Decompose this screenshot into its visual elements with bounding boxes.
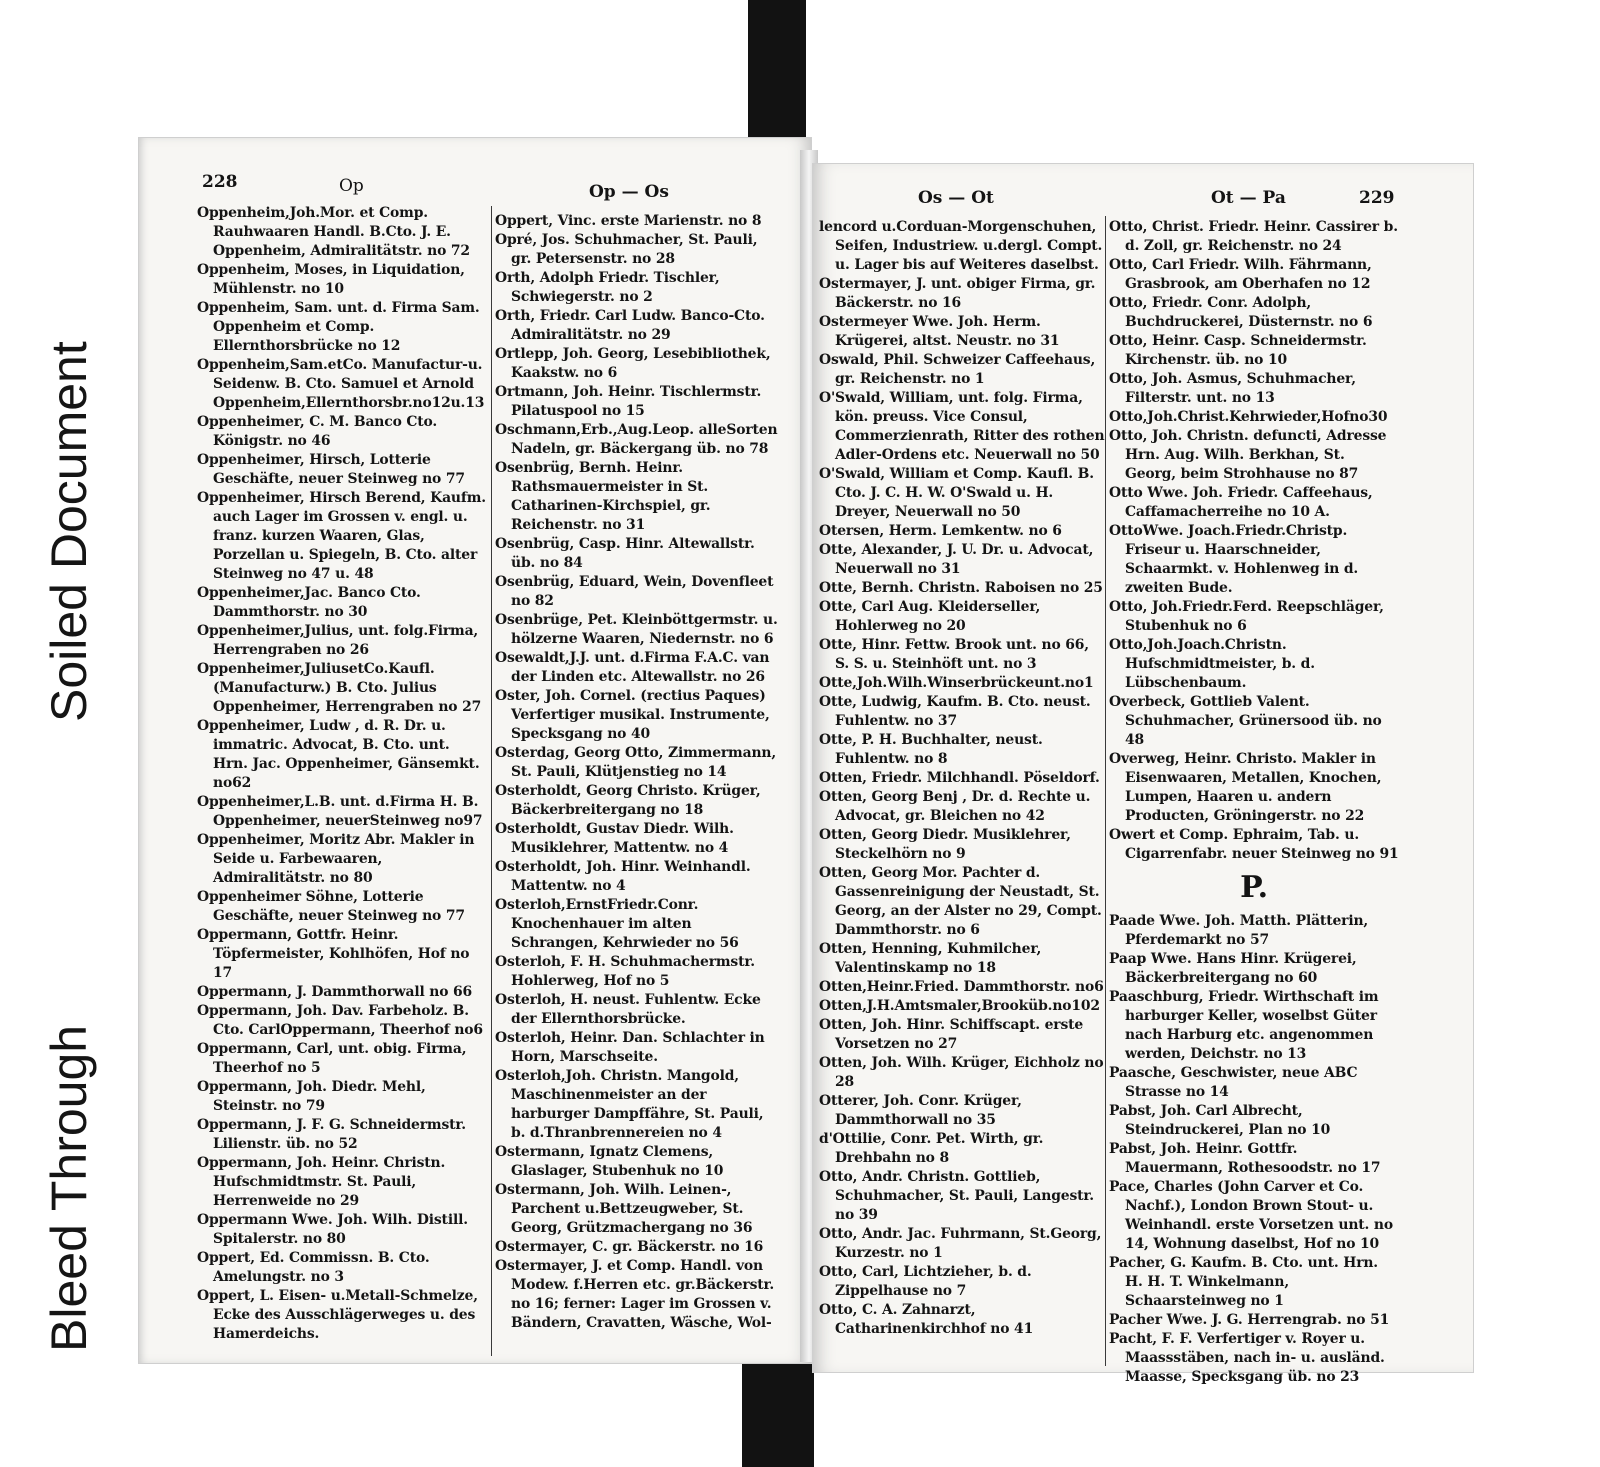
directory-entry: Osterloh,Joh. Christn. Mangold, Maschinenmeister an der harburger Dampffähre, St. Pauli, b. d.Thranbrennereien no 4 [495, 1068, 764, 1141]
directory-entry: OttoWwe. Joach.Friedr.Christp. Friseur u. Haarschneider, Schaarmkt. v. Hohlenweg in d. zweiten Bude. [1109, 523, 1359, 596]
directory-entry: Ortlepp, Joh. Georg, Lesebibliothek, Kaakstw. no 6 [495, 346, 771, 381]
directory-entry: Otto, Heinr. Casp. Schneidermstr. Kirchenstr. üb. no 10 [1109, 333, 1367, 368]
directory-entry: Otten, Georg Diedr. Musiklehrer, Steckelhörn no 9 [819, 827, 1071, 862]
directory-entry: Otten,Heinr.Fried. Dammthorstr. no6 [819, 979, 1104, 995]
header-right-guide: Ot — Pa [1211, 188, 1286, 208]
directory-entry: Otte, P. H. Buchhalter, neust. Fuhlentw. no 8 [819, 732, 1043, 767]
directory-entry: Pabst, Joh. Heinr. Gottfr. Mauermann, Rothesoodstr. no 17 [1109, 1141, 1381, 1176]
directory-entry: Owert et Comp. Ephraim, Tab. u. Cigarrenfabr. neuer Steinweg no 91 [1109, 827, 1399, 862]
directory-entry: Paaschburg, Friedr. Wirthschaft im harburger Keller, woselbst Güter nach Harburg etc. angenommen werden, Deichstr. no 13 [1109, 989, 1379, 1062]
directory-entry: Pacht, F. F. Verfertiger v. Royer u. Maassstäben, nach in- u. ausländ. Maasse, Specksgang üb. no 23 [1109, 1331, 1385, 1385]
directory-entry: Oppert, L. Eisen- u.Metall-Schmelze, Ecke des Ausschlägerweges u. des Hamerdeichs. [197, 1288, 478, 1342]
directory-entry: Pace, Charles (John Carver et Co. Nachf.), London Brown Stout- u. Weinhandl. erste Vorsetzen unt. no 14, Wohnung daselbst, Hof no 10 [1109, 1179, 1393, 1252]
directory-entry: Oppermann, J. Dammthorwall no 66 [197, 984, 473, 1000]
page-number-right: 229 [1359, 188, 1395, 208]
directory-entry: Otto, C. A. Zahnarzt, Catharinenkirchhof no 41 [819, 1302, 1034, 1337]
directory-entry: Oppenheimer Söhne, Lotterie Geschäfte, neuer Steinweg no 77 [197, 889, 465, 924]
directory-entry: Ostermann, Ignatz Clemens, Glaslager, Stubenhuk no 10 [495, 1144, 724, 1179]
directory-entry: Otte, Alexander, J. U. Dr. u. Advocat, Neuerwall no 31 [819, 542, 1094, 577]
directory-entry: Otte,Joh.Wilh.Winserbrückeunt.no1 [819, 675, 1094, 691]
directory-entry: Oppenheim,Joh.Mor. et Comp. Rauhwaaren Handl. B.Cto. J. E. Oppenheim, Admiralitätstr. no 72 [197, 205, 470, 259]
header-right-range: Os — Ot [918, 188, 994, 208]
directory-entry: Oppermann, Joh. Dav. Farbeholz. B. Cto. CarlOppermann, Theerhof no6 [197, 1003, 483, 1038]
directory-entry: Otto, Friedr. Conr. Adolph, Buchdruckerei, Düsternstr. no 6 [1109, 295, 1373, 330]
directory-entry: Osenbrüg, Bernh. Heinr. Rathsmauermeister in St. Catharinen-Kirchspiel, gr. Reichenstr. no 31 [495, 460, 711, 533]
directory-entry: Orth, Adolph Friedr. Tischler, Schwiegerstr. no 2 [495, 270, 720, 305]
directory-entry: Otterer, Joh. Conr. Krüger, Dammthorwall no 35 [819, 1093, 1022, 1128]
directory-entry: Oppert, Vinc. erste Marienstr. no 8 [495, 213, 762, 229]
directory-entry: Osterholdt, Gustav Diedr. Wilh. Musiklehrer, Mattentw. no 4 [495, 821, 734, 856]
directory-entry: O'Swald, William, unt. folg. Firma, kön. preuss. Vice Consul, Commerzienrath, Ritter des rothen Adler-Ordens etc. Neuerwall no 50 [819, 390, 1105, 463]
page-number-left: 228 [202, 172, 238, 192]
section-letter-p: P. [1240, 870, 1268, 905]
directory-entry: Osterloh,ErnstFriedr.Conr. Knochenhauer im alten Schrangen, Kehrwieder no 56 [495, 897, 739, 951]
directory-entry: Oppermann Wwe. Joh. Wilh. Distill. Spitalerstr. no 80 [197, 1212, 468, 1247]
directory-entry: Otto Wwe. Joh. Friedr. Caffeehaus, Caffamacherreihe no 10 A. [1109, 485, 1373, 520]
directory-entry: Overbeck, Gottlieb Valent. Schuhmacher, Grünersood üb. no 48 [1109, 694, 1382, 748]
directory-entry: Oppenheimer,JuliusetCo.Kaufl. (Manufacturw.) B. Cto. Julius Oppenheimer, Herrengraben no 27 [197, 661, 482, 715]
directory-entry: Overweg, Heinr. Christo. Makler in Eisenwaaren, Metallen, Knochen, Lumpen, Haaren u. andern Producten, Gröningerstr. no 22 [1109, 751, 1382, 824]
directory-entry: d'Ottilie, Conr. Pet. Wirth, gr. Drehbahn no 8 [819, 1131, 1044, 1166]
column-rule [1105, 216, 1106, 1366]
directory-entry: Otte, Carl Aug. Kleiderseller, Hohlerweg no 20 [819, 599, 1041, 634]
directory-entry: Pabst, Joh. Carl Albrecht, Steindruckerei, Plan no 10 [1109, 1103, 1331, 1138]
directory-entry: Oppermann, J. F. G. Schneidermstr. Lilienstr. üb. no 52 [197, 1117, 466, 1152]
directory-entry: Otto, Christ. Friedr. Heinr. Cassirer b. d. Zoll, gr. Reichenstr. no 24 [1109, 219, 1398, 254]
directory-entry: Oppert, Ed. Commissn. B. Cto. Amelungstr. no 3 [197, 1250, 430, 1285]
directory-entry: Ostermayer, J. unt. obiger Firma, gr. Bäckerstr. no 16 [819, 276, 1096, 311]
directory-entry: Oschmann,Erb.,Aug.Leop. alleSorten Nadeln, gr. Bäckergang üb. no 78 [495, 422, 778, 457]
directory-entry: Otto,Joh.Christ.Kehrwieder,Hofno30 [1109, 409, 1388, 425]
directory-entry: Otte, Ludwig, Kaufm. B. Cto. neust. Fuhlentw. no 37 [819, 694, 1091, 729]
directory-entry: Oppenheimer,Jac. Banco Cto. Dammthorstr. no 30 [197, 585, 421, 620]
directory-entry: Paade Wwe. Joh. Matth. Plätterin, Pferdemarkt no 57 [1109, 913, 1369, 948]
directory-entry: Pacher Wwe. J. G. Herrengrab. no 51 [1109, 1312, 1390, 1328]
directory-entry: Ostermayer, C. gr. Bäckerstr. no 16 [495, 1239, 764, 1255]
directory-entry: Ostermayer, J. et Comp. Handl. von Modew. f.Herren etc. gr.Bäckerstr. no 16; ferner: Lager im Grossen v. Bändern, Cravatten, Wäsche, Wol- [495, 1258, 775, 1331]
column-2 [495, 212, 781, 1333]
directory-entry: Oppenheim,Sam.etCo. Manufactur-u. Seidenw. B. Cto. Samuel et Arnold Oppenheim,Ellernthorsbr.no12u.13 [197, 357, 485, 411]
directory-entry: Osenbrüg, Casp. Hinr. Altewallstr. üb. no 84 [495, 536, 755, 571]
directory-entry: Oster, Joh. Cornel. (rectius Paques) Verfertiger musikal. Instrumente, Specksgang no 40 [495, 688, 770, 742]
directory-entry: Osenbrüg, Eduard, Wein, Dovenfleet no 82 [495, 574, 774, 609]
directory-entry: Otto, Joh. Christn. defuncti, Adresse Hrn. Aug. Wilh. Berkhan, St. Georg, beim Strohhause no 87 [1109, 428, 1387, 482]
directory-entry: Oppenheim, Moses, in Liquidation, Mühlenstr. no 10 [197, 262, 465, 297]
directory-entry: Oppenheimer,Julius, unt. folg.Firma, Herrengraben no 26 [197, 623, 479, 658]
directory-entry: Osenbrüge, Pet. Kleinböttgermstr. u. hölzerne Waaren, Niedernstr. no 6 [495, 612, 778, 647]
directory-entry: Oppenheimer,L.B. unt. d.Firma H. B. Oppenheimer, neuerSteinweg no97 [197, 794, 483, 829]
directory-entry: Otten, Friedr. Milchhandl. Pöseldorf. [819, 770, 1100, 786]
directory-entry: Osterholdt, Joh. Hinr. Weinhandl. Mattentw. no 4 [495, 859, 751, 894]
directory-entry: Otto, Andr. Christn. Gottlieb, Schuhmacher, St. Pauli, Langestr. no 39 [819, 1169, 1094, 1223]
directory-entry: Otte, Hinr. Fettw. Brook unt. no 66, S. S. u. Steinhöft unt. no 3 [819, 637, 1089, 672]
directory-entry: Ostermeyer Wwe. Joh. Herm. Krügerei, altst. Neustr. no 31 [819, 314, 1060, 349]
binding-strip-bottom [742, 1362, 814, 1467]
directory-entry: Otten, Henning, Kuhmilcher, Valentinskamp no 18 [819, 941, 1042, 976]
directory-entry: Oppenheimer, Hirsch Berend, Kaufm. auch Lager im Grossen v. engl. u. franz. kurzen Waaren, Glas, Porzellan u. Spiegeln, B. Cto. alter Steinweg no 47 u. 48 [197, 490, 486, 582]
directory-entry: Osewaldt,J.J. unt. d.Firma F.A.C. van der Linden etc. Altewallstr. no 26 [495, 650, 770, 685]
directory-entry: Oppenheim, Sam. unt. d. Firma Sam. Oppenheim et Comp. Ellernthorsbrücke no 12 [197, 300, 480, 354]
directory-entry: Otto, Joh. Asmus, Schuhmacher, Filterstr. unt. no 13 [1109, 371, 1356, 406]
bleed-through-label: Bleed Through [41, 1024, 97, 1352]
directory-entry: Otto,Joh.Joach.Christn. Hufschmidtmeister, b. d. Lübschenbaum. [1109, 637, 1315, 691]
directory-entry: Paap Wwe. Hans Hinr. Krügerei, Bäckerbreitergang no 60 [1109, 951, 1357, 986]
directory-entry: Otto, Andr. Jac. Fuhrmann, St.Georg, Kurzestr. no 1 [819, 1226, 1102, 1261]
directory-entry: Oppermann, Joh. Diedr. Mehl, Steinstr. no 79 [197, 1079, 426, 1114]
right-page [812, 163, 1474, 1385]
directory-entry: O'Swald, William et Comp. Kaufl. B. Cto. J. C. H. W. O'Swald u. H. Dreyer, Neuerwall no 50 [819, 466, 1094, 520]
directory-entry: Otto, Joh.Friedr.Ferd. Reepschläger, Stubenhuk no 6 [1109, 599, 1384, 634]
directory-entry: Oppenheimer, Ludw , d. R. Dr. u. immatric. Advocat, B. Cto. unt. Hrn. Jac. Oppenheimer, Gänsemkt. no62 [197, 718, 480, 791]
directory-entry: Otten,J.H.Amtsmaler,Brooküb.no102 [819, 998, 1100, 1014]
directory-entry: Otten, Joh. Wilh. Krüger, Eichholz no 28 [819, 1055, 1104, 1090]
directory-entry: Osterdag, Georg Otto, Zimmermann, St. Pauli, Klütjenstieg no 14 [495, 745, 777, 780]
column-rule [491, 206, 492, 1356]
directory-entry: Otten, Georg Benj , Dr. d. Rechte u. Advocat, gr. Bleichen no 42 [819, 789, 1091, 824]
directory-entry: Otersen, Herm. Lemkentw. no 6 [819, 523, 1062, 539]
column-4 [1109, 218, 1399, 1387]
column-3 [819, 218, 1105, 1339]
directory-entry: Orth, Friedr. Carl Ludw. Banco-Cto. Admiralitätstr. no 29 [495, 308, 765, 343]
directory-entry: Paasche, Geschwister, neue ABC Strasse no 14 [1109, 1065, 1358, 1100]
directory-entry: Otto, Carl Friedr. Wilh. Fährmann, Grasbrook, am Oberhafen no 12 [1109, 257, 1372, 292]
directory-entry: Osterloh, Heinr. Dan. Schlachter in Horn, Marschseite. [495, 1030, 765, 1065]
directory-entry: Otten, Joh. Hinr. Schiffscapt. erste Vorsetzen no 27 [819, 1017, 1084, 1052]
directory-entry: Oppermann, Gottfr. Heinr. Töpfermeister, Kohlhöfen, Hof no 17 [197, 927, 470, 981]
header-left-range: Op — Os [589, 182, 669, 202]
directory-entry: Ortmann, Joh. Heinr. Tischlermstr. Pilatuspool no 15 [495, 384, 762, 419]
directory-entry: Oppenheimer, Hirsch, Lotterie Geschäfte, neuer Steinweg no 77 [197, 452, 465, 487]
column-1 [197, 204, 489, 1344]
directory-entry: Otte, Bernh. Christn. Raboisen no 25 [819, 580, 1103, 596]
directory-entry: Oppenheimer, C. M. Banco Cto. Königstr. no 46 [197, 414, 438, 449]
directory-entry: Opré, Jos. Schuhmacher, St. Pauli, gr. Petersenstr. no 28 [495, 232, 758, 267]
directory-entry: Oppermann, Joh. Heinr. Christn. Hufschmidtmstr. St. Pauli, Herrenweide no 29 [197, 1155, 446, 1209]
directory-entry: Ostermann, Joh. Wilh. Leinen-, Parchent u.Bettzeugweber, St. Georg, Grützmachergang no 36 [495, 1182, 753, 1236]
directory-entry: lencord u.Corduan-Morgenschuhen, Seifen, Industriew. u.dergl. Compt. u. Lager bis auf Weiteres daselbst. [819, 219, 1103, 273]
soiled-document-label: Soiled Document [41, 341, 97, 722]
directory-entry: Osterholdt, Georg Christo. Krüger, Bäckerbreitergang no 18 [495, 783, 761, 818]
header-left-guide: Op [339, 176, 364, 196]
directory-entry: Oswald, Phil. Schweizer Caffeehaus, gr. Reichenstr. no 1 [819, 352, 1096, 387]
directory-entry: Otto, Carl, Lichtzieher, b. d. Zippelhause no 7 [819, 1264, 1032, 1299]
directory-entry: Pacher, G. Kaufm. B. Cto. unt. Hrn. H. H. T. Winkelmann, Schaarsteinweg no 1 [1109, 1255, 1378, 1309]
left-page [138, 137, 812, 1364]
directory-entry: Otten, Georg Mor. Pachter d. Gassenreinigung der Neustadt, St. Georg, an der Alster no 29, Compt. Dammthorstr. no 6 [819, 865, 1102, 938]
directory-entry: Osterloh, H. neust. Fuhlentw. Ecke der Ellernthorsbrücke. [495, 992, 761, 1027]
directory-entry: Oppenheimer, Moritz Abr. Makler in Seide u. Farbewaaren, Admiralitätstr. no 80 [197, 832, 475, 886]
directory-entry: Osterloh, F. H. Schuhmachermstr. Hohlerweg, Hof no 5 [495, 954, 755, 989]
directory-entry: Oppermann, Carl, unt. obig. Firma, Theerhof no 5 [197, 1041, 467, 1076]
